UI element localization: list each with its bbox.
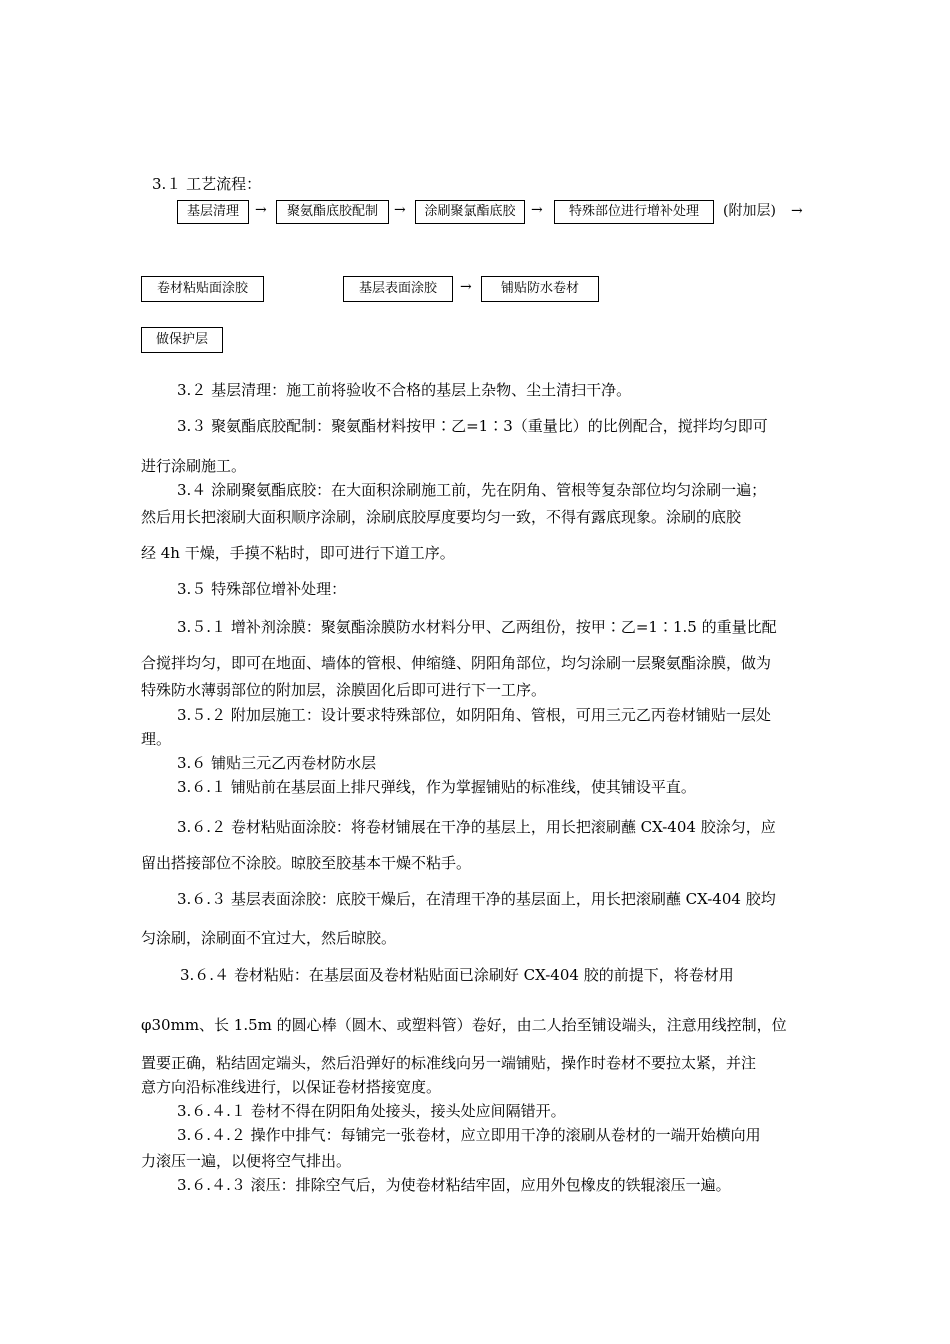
text-line: 合搅拌均匀，即可在地面、墙体的管根、伸缩缝、阴阳角部位，均匀涂刷一层聚氨酯涂膜，做为 <box>141 654 772 672</box>
text-line: 3.５.１ 增补剂涂膜：聚氨酯涂膜防水材料分甲、乙两组份，按甲∶乙=1∶1.5 的重量比配 <box>177 618 777 636</box>
flow-title: 3.１ 工艺流程： <box>152 175 262 193</box>
flow-step-lay-membrane: 铺贴防水卷材 <box>481 276 599 302</box>
text-line: 匀涂刷，涂刷面不宜过大，然后晾胶。 <box>141 929 397 947</box>
text-line: 3.６.２ 卷材粘贴面涂胶：将卷材铺展在干净的基层上，用长把滚刷蘸 CX-404 胶涂匀，应 <box>177 818 776 836</box>
flow-step-base-clean: 基层清理 <box>177 200 249 224</box>
text-line: 3.６.４.２ 操作中排气：每铺完一张卷材，应立即用干净的滚刷从卷材的一端开始横向用 <box>177 1126 761 1144</box>
text-line: 3.６.３ 基层表面涂胶：底胶干燥后，在清理干净的基层面上，用长把滚刷蘸 CX-404 胶均 <box>177 890 776 908</box>
text-line: 3.６.４.１ 卷材不得在阴阳角处接头，接头处应间隔错开。 <box>177 1102 566 1120</box>
flow-step-primer-mix: 聚氨酯底胶配制 <box>276 200 389 224</box>
text-line: 进行涂刷施工。 <box>141 457 247 475</box>
flow-arrow-1: → <box>255 202 267 218</box>
flow-arrow-4: → <box>791 203 803 219</box>
flow-step-base-glue: 基层表面涂胶 <box>343 276 453 302</box>
text-line: 3.２ 基层清理：施工前将验收不合格的基层上杂物、尘土清扫干净。 <box>177 381 632 399</box>
text-line: 3.６.４.３ 滚压：排除空气后，为使卷材粘结牢固，应用外包橡皮的铁辊滚压一遍。 <box>177 1176 731 1194</box>
text-line: 力滚压一遍，以便将空气排出。 <box>141 1152 352 1170</box>
flow-arrow-5: → <box>460 279 472 295</box>
flow-suffix-additional-layer: (附加层) <box>723 203 776 219</box>
flow-step-special-parts: 特殊部位进行增补处理 <box>554 200 714 224</box>
flow-step-primer-coat: 涂刷聚氯酯底胶 <box>415 200 525 224</box>
text-line: 3.６ 铺贴三元乙丙卷材防水层 <box>177 754 377 772</box>
text-line: 3.６.１ 铺贴前在基层面上排尺弹线，作为掌握铺贴的标准线，使其铺设平直。 <box>177 778 696 796</box>
text-line: φ30mm、长 1.5m 的圆心棒（圆木、或塑料管）卷好，由二人抬至铺设端头，注意用线控制，位 <box>141 1016 787 1034</box>
flow-arrow-3: → <box>531 202 543 218</box>
text-line: 3.５ 特殊部位增补处理： <box>177 580 347 598</box>
text-line: 然后用长把滚刷大面积顺序涂刷，涂刷底胶厚度要均匀一致，不得有露底现象。涂刷的底胶 <box>141 508 742 526</box>
text-line: 3.４ 涂刷聚氨酯底胶：在大面积涂刷施工前，先在阴角、管根等复杂部位均匀涂刷一遍； <box>177 481 767 499</box>
text-line: 特殊防水薄弱部位的附加层，涂膜固化后即可进行下一工序。 <box>141 681 547 699</box>
text-line: 3.３ 聚氨酯底胶配制：聚氨酯材料按甲∶乙=1∶3（重量比）的比例配合，搅拌均匀即可 <box>177 417 768 435</box>
text-line: 3.５.２ 附加层施工：设计要求特殊部位，如阴阳角、管根，可用三元乙丙卷材铺贴一层处 <box>177 706 771 724</box>
text-line: 经 4h 干燥，手摸不粘时，即可进行下道工序。 <box>141 544 455 562</box>
text-line: 理。 <box>141 730 172 748</box>
flow-step-roll-glue: 卷材粘贴面涂胶 <box>141 276 264 302</box>
flow-step-protect: 做保护层 <box>141 327 223 353</box>
flow-arrow-2: → <box>394 202 406 218</box>
text-line: 置要正确，粘结固定端头，然后沿弹好的标准线向另一端铺贴，操作时卷材不要拉太紧，并注 <box>141 1054 757 1072</box>
text-line: 意方向沿标准线进行，以保证卷材搭接宽度。 <box>141 1078 442 1096</box>
text-line: 3.６.４ 卷材粘贴：在基层面及卷材粘贴面已涂刷好 CX-404 胶的前提下，将卷材用 <box>180 966 734 984</box>
text-line: 留出搭接部位不涂胶。晾胶至胶基本干燥不粘手。 <box>141 854 472 872</box>
